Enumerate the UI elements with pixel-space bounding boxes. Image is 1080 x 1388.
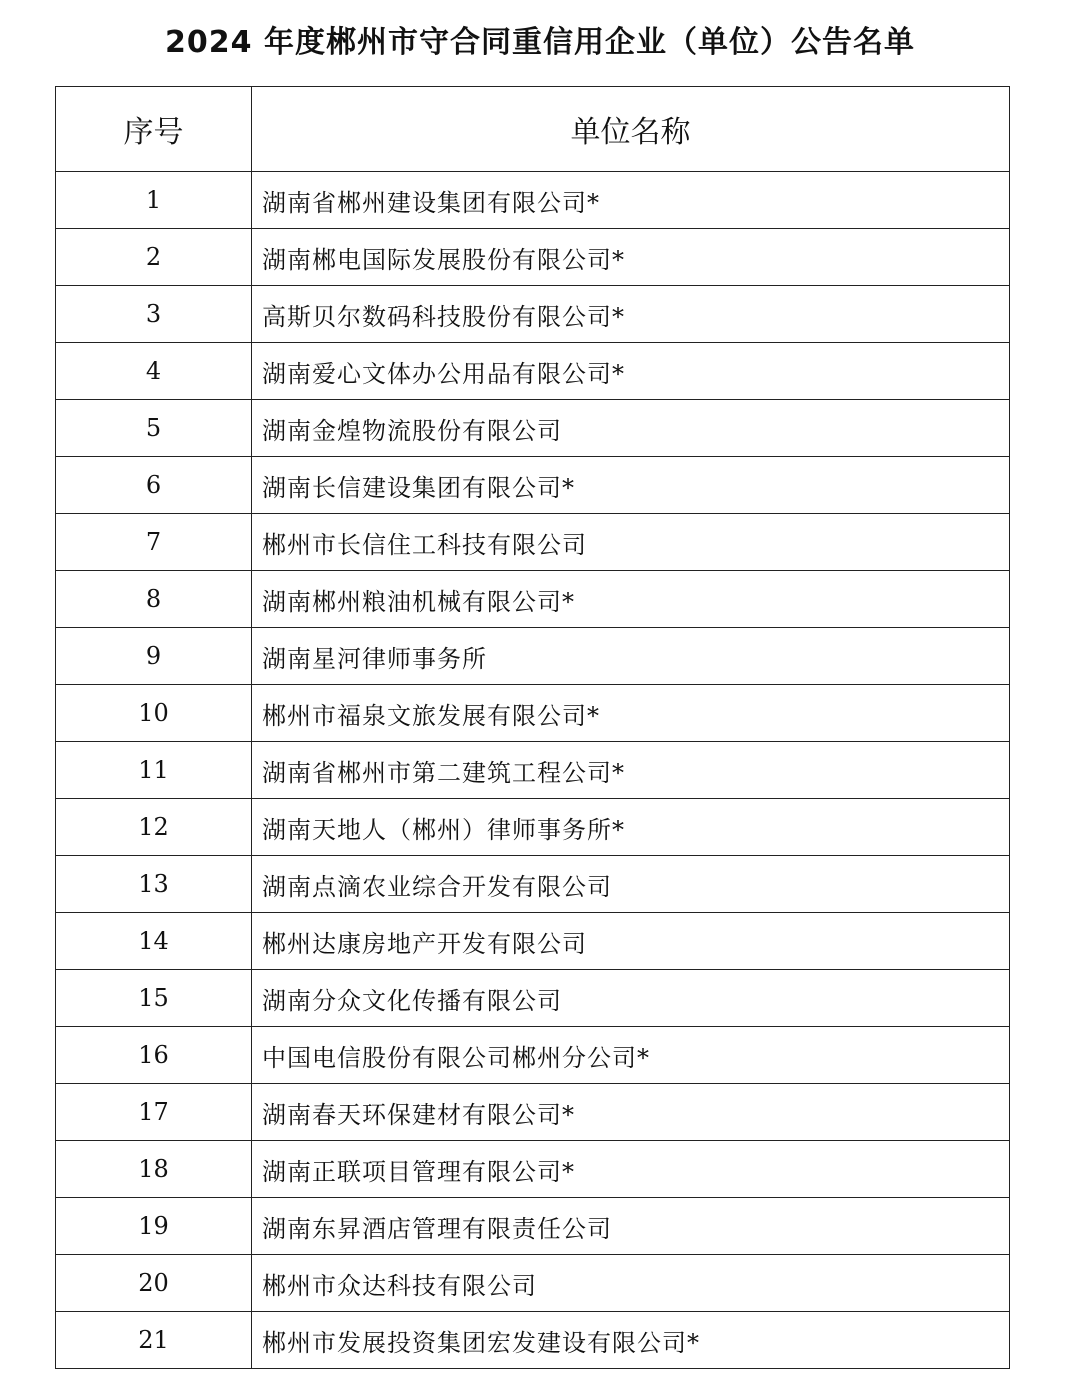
table-row: [56, 514, 1010, 571]
row-index: 7: [56, 514, 252, 571]
row-index: 14: [56, 913, 252, 970]
table-row: [56, 799, 1010, 856]
row-index: 20: [56, 1255, 252, 1312]
row-company-name: 湖南金煌物流股份有限公司: [252, 400, 1010, 457]
row-company-name: 湖南郴州粮油机械有限公司*: [252, 571, 1010, 628]
row-index: 11: [56, 742, 252, 799]
table-row: [56, 286, 1010, 343]
table-row: [56, 229, 1010, 286]
table-row: [56, 457, 1010, 514]
row-company-name: 湖南东昇酒店管理有限责任公司: [252, 1198, 1010, 1255]
row-index: 10: [56, 685, 252, 742]
row-index: 6: [56, 457, 252, 514]
row-company-name: 湖南爱心文体办公用品有限公司*: [252, 343, 1010, 400]
row-index: 17: [56, 1084, 252, 1141]
column-header-index: 序号: [56, 87, 252, 172]
table-row: [56, 685, 1010, 742]
table-row: [56, 400, 1010, 457]
table-row: [56, 172, 1010, 229]
row-index: 19: [56, 1198, 252, 1255]
column-header-name: 单位名称: [252, 87, 1010, 172]
row-company-name: 中国电信股份有限公司郴州分公司*: [252, 1027, 1010, 1084]
table-row: [56, 1255, 1010, 1312]
row-company-name: 湖南郴电国际发展股份有限公司*: [252, 229, 1010, 286]
row-company-name: 湖南省郴州建设集团有限公司*: [252, 172, 1010, 229]
table-row: [56, 856, 1010, 913]
row-company-name: 湖南分众文化传播有限公司: [252, 970, 1010, 1027]
row-company-name: 郴州市众达科技有限公司: [252, 1255, 1010, 1312]
row-index: 4: [56, 343, 252, 400]
row-company-name: 高斯贝尔数码科技股份有限公司*: [252, 286, 1010, 343]
table-row: [56, 1141, 1010, 1198]
table-row: [56, 1027, 1010, 1084]
row-company-name: 郴州达康房地产开发有限公司: [252, 913, 1010, 970]
row-company-name: 郴州市福泉文旅发展有限公司*: [252, 685, 1010, 742]
row-company-name: 湖南春天环保建材有限公司*: [252, 1084, 1010, 1141]
row-index: 18: [56, 1141, 252, 1198]
table-row: [56, 970, 1010, 1027]
row-index: 1: [56, 172, 252, 229]
row-company-name: 郴州市发展投资集团宏发建设有限公司*: [252, 1312, 1010, 1369]
table-row: [56, 913, 1010, 970]
row-index: 5: [56, 400, 252, 457]
table-row: [56, 571, 1010, 628]
row-company-name: 湖南长信建设集团有限公司*: [252, 457, 1010, 514]
row-company-name: 湖南天地人（郴州）律师事务所*: [252, 799, 1010, 856]
row-company-name: 郴州市长信住工科技有限公司: [252, 514, 1010, 571]
row-index: 13: [56, 856, 252, 913]
row-index: 16: [56, 1027, 252, 1084]
row-index: 3: [56, 286, 252, 343]
table-row: [56, 1084, 1010, 1141]
row-index: 21: [56, 1312, 252, 1369]
table-row: [56, 628, 1010, 685]
table-row: [56, 1312, 1010, 1369]
row-company-name: 湖南星河律师事务所: [252, 628, 1010, 685]
row-index: 8: [56, 571, 252, 628]
row-company-name: 湖南正联项目管理有限公司*: [252, 1141, 1010, 1198]
row-index: 2: [56, 229, 252, 286]
table-header-row: [56, 87, 1010, 172]
row-index: 9: [56, 628, 252, 685]
document-title: 2024 年度郴州市守合同重信用企业（单位）公告名单: [165, 25, 915, 60]
table-row: [56, 742, 1010, 799]
table-row: [56, 1198, 1010, 1255]
row-index: 15: [56, 970, 252, 1027]
company-list-table: [55, 86, 1010, 1369]
row-company-name: 湖南点滴农业综合开发有限公司: [252, 856, 1010, 913]
row-company-name: 湖南省郴州市第二建筑工程公司*: [252, 742, 1010, 799]
row-index: 12: [56, 799, 252, 856]
table-row: [56, 343, 1010, 400]
